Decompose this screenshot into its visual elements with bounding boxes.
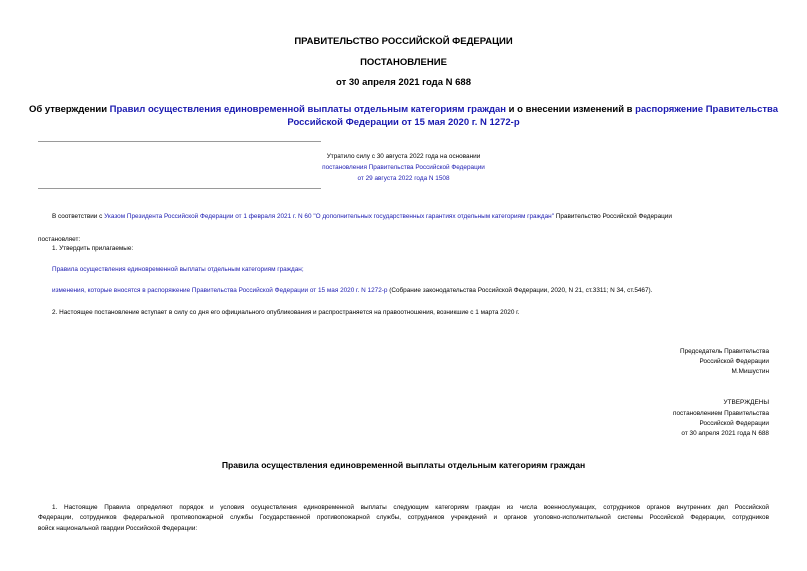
document-type: ПОСТАНОВЛЕНИЕ	[360, 57, 447, 68]
rules-link[interactable]: Правил осуществления единовременной выплаты отдельным категориям граждан	[109, 104, 507, 115]
approved-line4: от 30 апреля 2021 года N 688	[681, 430, 769, 437]
signature-line1: Председатель Правительства	[680, 348, 769, 355]
signature-name: М.Мишустин	[731, 368, 769, 375]
title-prefix: Об утверждении	[28, 104, 110, 115]
issuing-authority: ПРАВИТЕЛЬСТВО РОССИЙСКОЙ ФЕДЕРАЦИИ	[294, 36, 513, 47]
notice-line3	[0, 175, 807, 182]
amendments-link[interactable]: изменения, которые вносятся в распоряжение Правительства Российской Федерации от 15 мая 2020 г. N 1272-р	[52, 287, 388, 294]
approved-rules-link[interactable]: Правила осуществления единовременной выплаты отдельным категориям граждан;	[52, 266, 304, 273]
approved-line3: Российской Федерации	[699, 420, 769, 427]
item-1: 1. Утвердить прилагаемые:	[52, 245, 134, 252]
item-2: 2. Настоящее постановление вступает в силу со дня его официального опубликования и распространяется на правоотношения, возникшие с 1 марта 2020 г.	[52, 309, 520, 316]
presidential-decree-link[interactable]: Указом Президента Российской Федерации от 1 февраля 2021 г. N 60 "О дополнительных государственных гарантиях отдельным категориям граждан"	[104, 213, 554, 220]
divider-bottom	[38, 188, 321, 189]
approved-line2: постановлением Правительства	[673, 410, 769, 417]
preamble-prefix: В соответствии с	[52, 213, 105, 220]
title-middle: и о внесении изменений в	[506, 104, 636, 115]
notice-line2	[0, 164, 807, 171]
divider-top	[38, 141, 321, 142]
preamble-suffix: Правительство Российской Федерации	[553, 213, 672, 220]
repeal-decree-link-part2[interactable]: от 29 августа 2022 года N 1508	[357, 175, 450, 182]
preamble-paragraph	[52, 213, 672, 220]
preamble-continuation: постановляет:	[38, 236, 81, 243]
item-1-a	[52, 266, 304, 273]
order-link-part2[interactable]: Российской Федерации от 15 мая 2020 г. N 1272-р	[287, 117, 520, 128]
notice-line1: Утратило силу с 30 августа 2022 года на основании	[326, 153, 481, 160]
rules-p1-line3: войск национальной гвардии Российской Федерации:	[38, 525, 198, 532]
document-date-number: от 30 апреля 2021 года N 688	[336, 77, 471, 88]
order-link-part1[interactable]: распоряжение Правительства	[635, 104, 779, 115]
rules-p1-line2: Федерации, сотрудников федеральной противопожарной службы Государственной противопожарной службы, сотрудников учреждений и органов уголовно-исполнительной системы Российской Федерации, сотрудников	[38, 514, 769, 521]
approved-label: УТВЕРЖДЕНЫ	[723, 399, 769, 406]
repeal-decree-link-part1[interactable]: постановления Правительства Российской Федерации	[322, 164, 485, 171]
signature-line2: Российской Федерации	[699, 358, 769, 365]
item-1-b	[52, 287, 652, 294]
rules-title: Правила осуществления единовременной выплаты отдельным категориям граждан	[221, 460, 586, 470]
item-1-b-suffix: (Собрание законодательства Российской Федерации, 2020, N 21, ст.3311; N 34, ст.5467).	[387, 287, 653, 294]
rules-p1-line1: 1. Настоящие Правила определяют порядок и условия осуществления единовременной выплаты следующим категориям граждан из числа военнослужащих, сотрудников органов внутренних дел Российской	[52, 504, 769, 511]
document-title-line1	[0, 104, 807, 115]
document-title-line2	[0, 117, 807, 128]
